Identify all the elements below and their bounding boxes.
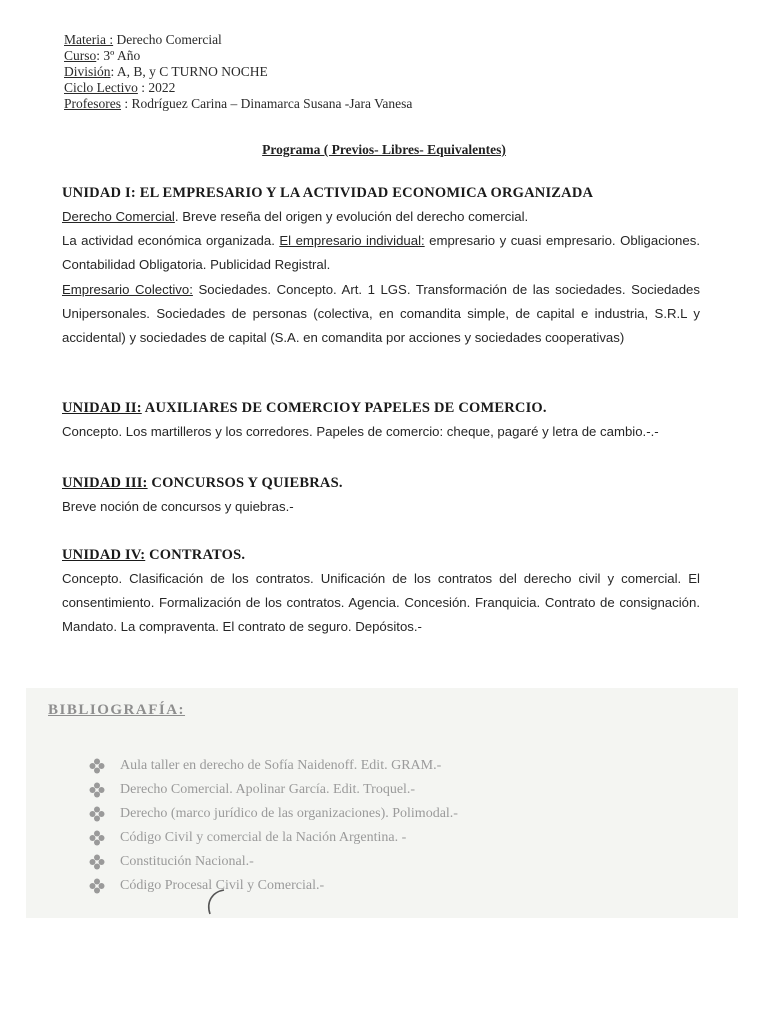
bibliography-item: Derecho Comercial. Apolinar García. Edit. Troquel.- (88, 778, 458, 802)
header-line-year: Ciclo Lectivo : 2022 (64, 80, 176, 95)
header-line-course: Curso: 3º Año (64, 48, 141, 63)
unit-4-section (62, 547, 700, 640)
unit-3-heading: UNIDAD III: CONCURSOS Y QUIEBRAS. (62, 475, 343, 491)
four-leaf-bullet-icon (88, 757, 106, 775)
unit-4-paragraph: Concepto. Clasificación de los contratos. Unificación de los contratos del derecho civil y comercial. El consentimiento. Formalización de los contratos. Agencia. Concesión. Franquicia. Contrato de consignación. Mandato. La compraventa. El contrato de seguro. Depósitos.- (62, 571, 700, 635)
course-header (64, 32, 412, 112)
four-leaf-bullet-icon (88, 877, 106, 895)
unit-3-paragraph: Breve noción de concursos y quiebras.- (62, 499, 294, 514)
four-leaf-bullet-icon (88, 853, 106, 871)
unit-2-paragraph: Concepto. Los martilleros y los corredores. Papeles de comercio: cheque, pagaré y letra de cambio.-.- (62, 424, 659, 439)
unit-4-heading: UNIDAD IV: CONTRATOS. (62, 547, 246, 563)
four-leaf-bullet-icon (88, 805, 106, 823)
bibliography-item: Constitución Nacional.- (88, 850, 458, 874)
bibliography-item: Código Civil y comercial de la Nación Argentina. - (88, 826, 458, 850)
program-title: Programa ( Previos- Libres- Equivalentes) (262, 142, 506, 157)
unit-1-heading: UNIDAD I: EL EMPRESARIO Y LA ACTIVIDAD ECONOMICA ORGANIZADA (62, 185, 594, 201)
four-leaf-bullet-icon (88, 781, 106, 799)
bibliography-item: Derecho (marco jurídico de las organizaciones). Polimodal.- (88, 802, 458, 826)
unit-2-heading: UNIDAD II: AUXILIARES DE COMERCIOY PAPELES DE COMERCIO. (62, 400, 547, 416)
four-leaf-bullet-icon (88, 829, 106, 847)
header-line-teachers: Profesores : Rodríguez Carina – Dinamarca Susana -Jara Vanesa (64, 96, 413, 111)
bibliography-heading: BIBLIOGRAFÍA: (48, 702, 186, 718)
bibliography-section (26, 688, 738, 918)
bibliography-item: Código Procesal Civil y Comercial.- (88, 874, 458, 898)
unit-2-section (62, 400, 700, 444)
unit-1-paragraph-2: La actividad económica organizada. El empresario individual: empresario y cuasi empresario. Obligaciones. Contabilidad Obligatoria. Publicidad Registral. (62, 233, 700, 273)
bibliography-item: Aula taller en derecho de Sofía Naidenoff. Edit. GRAM.- (88, 754, 458, 778)
unit-3-section (62, 475, 700, 519)
unit-1-paragraph-1: Derecho Comercial. Breve reseña del origen y evolución del derecho comercial. (62, 209, 529, 224)
header-line-division: División: A, B, y C TURNO NOCHE (64, 64, 268, 79)
header-line-subject: Materia : Derecho Comercial (64, 32, 222, 47)
bibliography-list (88, 754, 458, 898)
unit-1-paragraph-3: Empresario Colectivo: Sociedades. Concepto. Art. 1 LGS. Transformación de las sociedades. Sociedades Unipersonales. Sociedades de personas (colectiva, en comandita simple, de capital e industria, S.R.L y accidental) y sociedades de capital (S.A. en comandita por acciones y sociedades cooperativas) (62, 281, 700, 346)
unit-1-section (62, 185, 700, 350)
pen-mark-icon (202, 886, 232, 920)
